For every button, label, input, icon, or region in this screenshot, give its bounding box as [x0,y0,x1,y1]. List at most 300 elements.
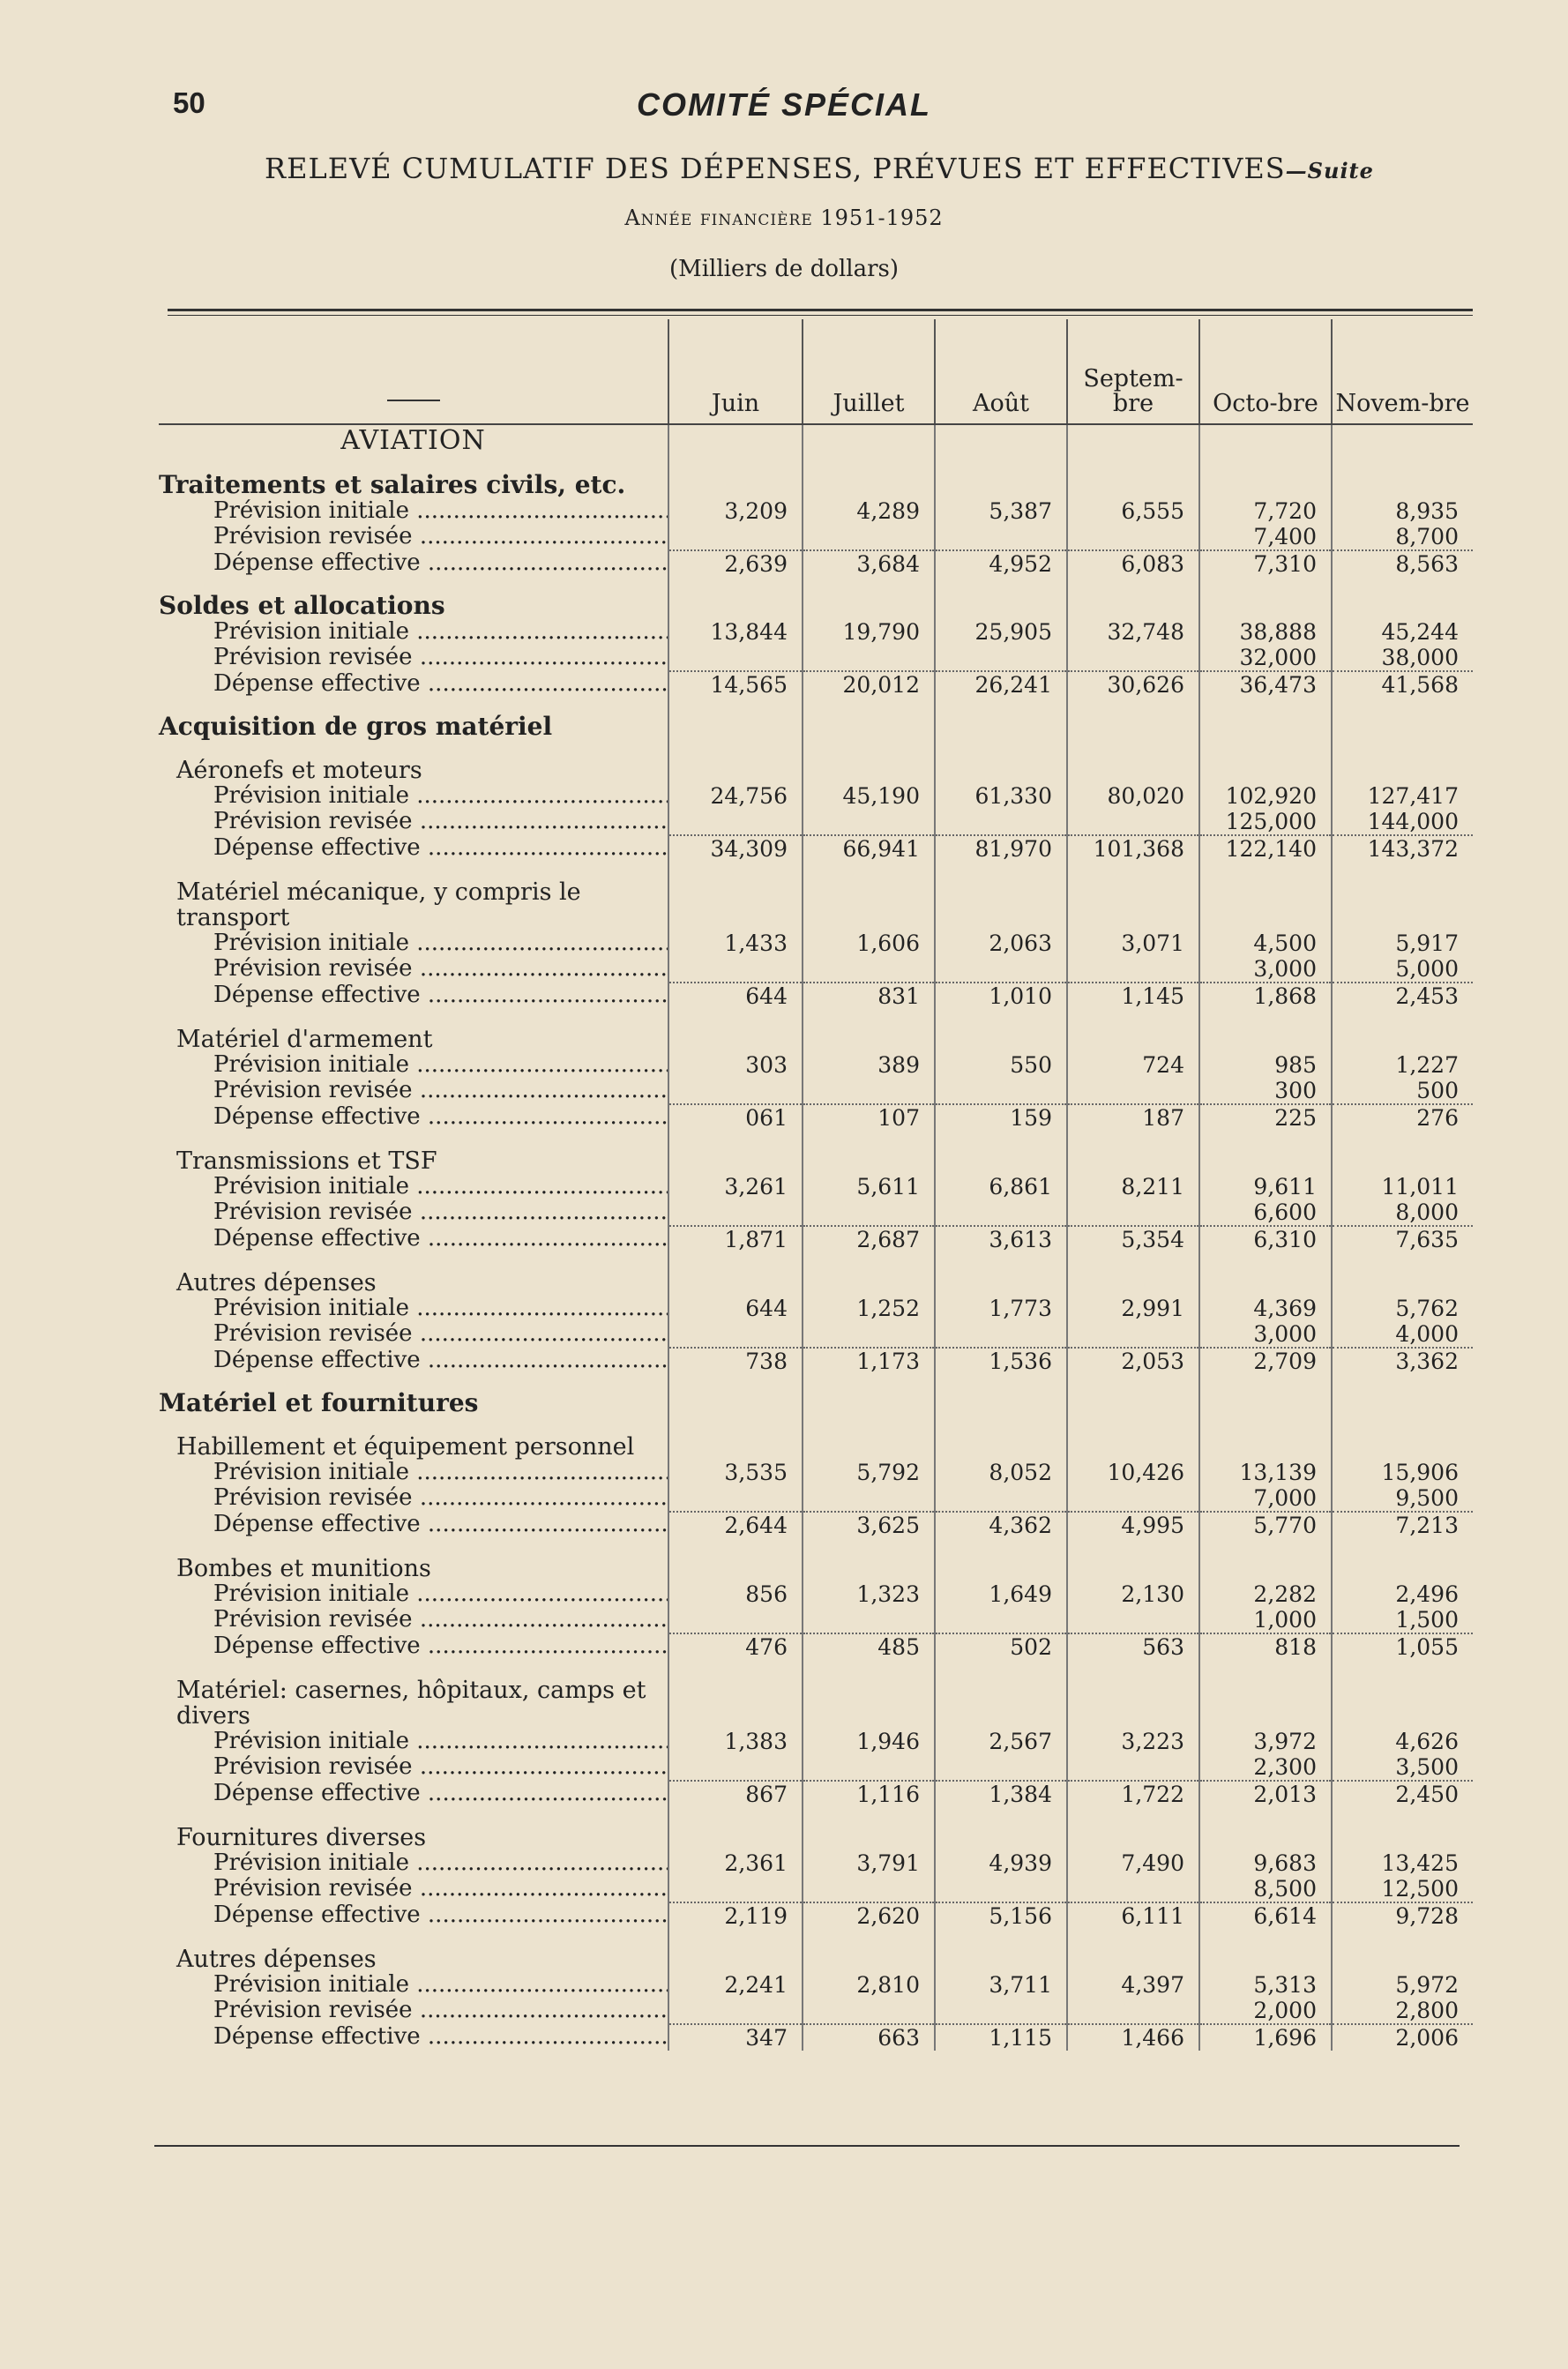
table-row [159,809,1473,835]
spacer-cell [668,456,803,498]
value-cell [935,1754,1067,1781]
table-row [159,1902,1473,1929]
value-cell [1067,1078,1199,1104]
value-cell: 36,473 [1199,671,1332,698]
spacer-cell [803,1252,935,1296]
spacer-cell [1199,1374,1332,1416]
subgroup-heading: Transmissions et TSF [176,1147,437,1175]
table-body [159,424,1473,2051]
table-row [159,1850,1473,1876]
spacer-cell [1067,740,1199,783]
value-cell [935,809,1067,835]
spacer-cell [1332,1416,1473,1460]
running-head: COMITÉ SPÉCIAL [636,86,932,123]
value-cell: 663 [803,2024,935,2051]
value-cell: 102,920 [1199,783,1332,809]
value-cell: 1,868 [1199,983,1332,1009]
value-cell: 1,115 [935,2024,1067,2051]
value-cell: 1,500 [1332,1607,1473,1633]
value-cell: 1,946 [803,1729,935,1754]
table-row [159,1485,1473,1512]
table-row [159,1174,1473,1199]
spacer-cell [1199,698,1332,740]
group-heading: Soldes et allocations [159,591,445,620]
table-title [265,152,1374,185]
table-row [159,1348,1473,1374]
subgroup-heading: Matériel: casernes, hôpitaux, camps et divers [176,1677,646,1730]
table-row [159,498,1473,524]
value-cell: 303 [668,1052,803,1078]
spacer-cell [1067,1929,1199,1972]
value-cell: 738 [668,1348,803,1374]
value-cell [803,1754,935,1781]
value-cell: 563 [1067,1633,1199,1660]
row-label: Prévision revisée ..... [159,645,668,671]
value-cell [935,1998,1067,2024]
spacer-cell [668,1252,803,1296]
value-cell: 9,728 [1332,1902,1473,1929]
spacer-cell [935,456,1067,498]
value-cell [803,809,935,835]
table-row [159,1512,1473,1538]
table-row [159,2024,1473,2051]
value-cell: 4,362 [935,1512,1067,1538]
value-cell: 6,310 [1199,1226,1332,1252]
value-cell: 2,496 [1332,1581,1473,1607]
value-cell: 5,762 [1332,1296,1473,1321]
spacer-cell [1199,456,1332,498]
page-number: 50 [173,86,205,119]
value-cell: 3,791 [803,1850,935,1876]
value-cell [1067,1199,1199,1226]
subgroup-heading-row [159,1252,1473,1296]
value-cell [935,1078,1067,1104]
value-cell: 7,720 [1199,498,1332,524]
value-cell: 389 [803,1052,935,1078]
spacer-cell [1067,1538,1199,1581]
value-cell [935,1485,1067,1512]
column-header: Août [935,319,1067,424]
stub-header [159,319,668,424]
value-cell [1067,1754,1199,1781]
spacer-cell [803,740,935,783]
value-cell: 7,000 [1199,1485,1332,1512]
value-cell [1067,645,1199,671]
spacer-cell [935,862,1067,930]
value-cell: 1,536 [935,1348,1067,1374]
value-cell: 3,684 [803,550,935,577]
spacer-cell [935,1660,1067,1729]
row-label: Dépense effective ..... [159,983,668,1009]
table-row [159,1998,1473,2024]
value-cell: 81,970 [935,835,1067,862]
table-row [159,1781,1473,1807]
spacer-cell [1067,1807,1199,1850]
value-cell: 3,223 [1067,1729,1199,1754]
value-cell: 20,012 [803,671,935,698]
value-cell: 4,995 [1067,1512,1199,1538]
value-cell: 644 [668,983,803,1009]
value-cell [935,524,1067,550]
spacer-cell [1332,1807,1473,1850]
top-rule-thin [168,315,1473,316]
table-row [159,1754,1473,1781]
value-cell [668,1199,803,1226]
value-cell: 1,227 [1332,1052,1473,1078]
row-label: Dépense effective ..... [159,2024,668,2051]
row-label: Prévision revisée ..... [159,809,668,835]
value-cell: 2,709 [1199,1348,1332,1374]
value-cell: 80,020 [1067,783,1199,809]
value-cell: 8,700 [1332,524,1473,550]
spacer-cell [668,424,803,456]
value-cell: 347 [668,2024,803,2051]
value-cell: 144,000 [1332,809,1473,835]
value-cell: 1,773 [935,1296,1067,1321]
value-cell: 3,071 [1067,930,1199,956]
spacer-cell [1067,1009,1199,1052]
value-cell: 2,450 [1332,1781,1473,1807]
spacer-cell [935,424,1067,456]
value-cell: 2,453 [1332,983,1473,1009]
value-cell [803,1199,935,1226]
table-row [159,1876,1473,1902]
subgroup-heading-row [159,1929,1473,1972]
table-row [159,1104,1473,1131]
spacer-cell [935,740,1067,783]
subgroup-heading: Matériel mécanique, y compris le transport [176,878,581,931]
value-cell: 66,941 [803,835,935,862]
value-cell: 2,644 [668,1512,803,1538]
row-label: Prévision revisée ..... [159,1754,668,1781]
value-cell: 500 [1332,1078,1473,1104]
spacer-cell [1199,1538,1332,1581]
value-cell: 2,013 [1199,1781,1332,1807]
spacer-cell [935,698,1067,740]
value-cell: 3,711 [935,1972,1067,1998]
table-row [159,671,1473,698]
value-cell: 2,567 [935,1729,1067,1754]
value-cell: 985 [1199,1052,1332,1078]
value-cell [668,1998,803,2024]
bottom-rule [154,2145,1460,2147]
section-row [159,424,1473,456]
value-cell: 14,565 [668,671,803,698]
spacer-cell [668,1929,803,1972]
value-cell: 2,119 [668,1902,803,1929]
value-cell: 38,888 [1199,619,1332,645]
value-cell: 4,289 [803,498,935,524]
row-label: Prévision initiale ..... [159,1460,668,1485]
value-cell: 25,905 [935,619,1067,645]
subgroup-heading-row [159,1660,1473,1729]
spacer-cell [1067,1252,1199,1296]
value-cell: 125,000 [1199,809,1332,835]
value-cell [1067,956,1199,983]
spacer-cell [803,862,935,930]
spacer-cell [1199,1131,1332,1174]
value-cell: 187 [1067,1104,1199,1131]
row-label: Prévision initiale ..... [159,1581,668,1607]
value-cell: 2,000 [1199,1998,1332,2024]
spacer-cell [668,1374,803,1416]
spacer-cell [1332,1374,1473,1416]
subgroup-heading: Autres dépenses [176,1269,377,1297]
spacer-cell [803,1009,935,1052]
column-header: Juillet [803,319,935,424]
value-cell [668,809,803,835]
value-cell: 11,011 [1332,1174,1473,1199]
value-cell: 856 [668,1581,803,1607]
value-cell: 3,209 [668,498,803,524]
value-cell [668,1607,803,1633]
value-cell: 818 [1199,1633,1332,1660]
value-cell: 2,361 [668,1850,803,1876]
table-row [159,1581,1473,1607]
value-cell: 13,139 [1199,1460,1332,1485]
row-label: Prévision revisée ..... [159,1607,668,1633]
value-cell [935,1321,1067,1348]
spacer-cell [1067,424,1199,456]
value-cell: 276 [1332,1104,1473,1131]
value-cell: 550 [935,1052,1067,1078]
value-cell: 1,000 [1199,1607,1332,1633]
value-cell: 3,000 [1199,1321,1332,1348]
spacer-cell [1332,1131,1473,1174]
value-cell: 9,611 [1199,1174,1332,1199]
row-label: Dépense effective ..... [159,1512,668,1538]
value-cell: 2,130 [1067,1581,1199,1607]
spacer-cell [935,1009,1067,1052]
column-header: Octo-bre [1199,319,1332,424]
spacer-cell [1199,1009,1332,1052]
value-cell [803,524,935,550]
spacer-cell [803,1929,935,1972]
value-cell [935,1607,1067,1633]
spacer-cell [668,740,803,783]
column-header: Septem-bre [1067,319,1199,424]
spacer-cell [935,1131,1067,1174]
subgroup-heading-row [159,1416,1473,1460]
spacer-cell [1332,577,1473,619]
value-cell [1067,524,1199,550]
spacer-cell [1332,1538,1473,1581]
header-row [159,319,1473,424]
row-label: Prévision revisée ..... [159,956,668,983]
value-cell: 2,991 [1067,1296,1199,1321]
value-cell: 19,790 [803,619,935,645]
value-cell [803,956,935,983]
row-label: Prévision initiale ..... [159,1052,668,1078]
spacer-cell [1332,1660,1473,1729]
subgroup-heading: Matériel d'armement [176,1026,433,1053]
spacer-cell [1199,1416,1332,1460]
row-label: Prévision revisée ..... [159,1199,668,1226]
value-cell: 2,687 [803,1226,935,1252]
value-cell: 1,466 [1067,2024,1199,2051]
value-cell: 300 [1199,1078,1332,1104]
value-cell: 7,635 [1332,1226,1473,1252]
value-cell: 724 [1067,1052,1199,1078]
value-cell: 10,426 [1067,1460,1199,1485]
value-cell: 32,000 [1199,645,1332,671]
table-row [159,983,1473,1009]
spacer-cell [1332,424,1473,456]
value-cell [1067,1998,1199,2024]
spacer-cell [935,577,1067,619]
spacer-cell [1332,862,1473,930]
value-cell: 3,500 [1332,1754,1473,1781]
table-row [159,550,1473,577]
value-cell: 2,300 [1199,1754,1332,1781]
spacer-cell [1199,577,1332,619]
table-row [159,930,1473,956]
value-cell [803,1078,935,1104]
value-cell: 61,330 [935,783,1067,809]
table-row [159,619,1473,645]
table-row [159,1633,1473,1660]
value-cell: 6,614 [1199,1902,1332,1929]
value-cell: 1,383 [668,1729,803,1754]
value-cell [1067,1607,1199,1633]
value-cell: 4,397 [1067,1972,1199,1998]
value-cell: 3,535 [668,1460,803,1485]
spacer-cell [803,1374,935,1416]
row-label: Prévision initiale ..... [159,1972,668,1998]
spacer-cell [1199,862,1332,930]
value-cell: 6,600 [1199,1199,1332,1226]
value-cell [668,1078,803,1104]
value-cell: 24,756 [668,783,803,809]
value-cell: 1,384 [935,1781,1067,1807]
value-cell: 1,116 [803,1781,935,1807]
spacer-cell [935,1929,1067,1972]
value-cell: 6,111 [1067,1902,1199,1929]
spacer-cell [1067,577,1199,619]
row-label: Dépense effective ..... [159,671,668,698]
value-cell: 3,000 [1199,956,1332,983]
value-cell: 1,173 [803,1348,935,1374]
row-label: Dépense effective ..... [159,1781,668,1807]
row-label: Prévision revisée ..... [159,524,668,550]
value-cell: 831 [803,983,935,1009]
spacer-cell [803,1416,935,1460]
value-cell: 15,906 [1332,1460,1473,1485]
row-label: Dépense effective ..... [159,1902,668,1929]
spacer-cell [668,1131,803,1174]
value-cell [1067,1321,1199,1348]
spacer-cell [1067,456,1199,498]
group-heading: Traitements et salaires civils, etc. [159,470,626,499]
value-cell [668,1485,803,1512]
stub-header-dash [387,400,440,401]
table-row [159,1321,1473,1348]
spacer-cell [1332,1009,1473,1052]
row-label: Prévision initiale ..... [159,1850,668,1876]
table-title-suffix: —Suite [1285,158,1374,183]
value-cell: 7,310 [1199,550,1332,577]
spacer-cell [668,862,803,930]
value-cell [935,1199,1067,1226]
value-cell: 2,800 [1332,1998,1473,2024]
value-cell: 41,568 [1332,671,1473,698]
table-row [159,956,1473,983]
subgroup-heading: Autres dépenses [176,1946,377,1973]
value-cell: 34,309 [668,835,803,862]
value-cell: 7,213 [1332,1512,1473,1538]
value-cell: 1,145 [1067,983,1199,1009]
value-cell: 127,417 [1332,783,1473,809]
value-cell [668,1754,803,1781]
spacer-cell [668,698,803,740]
value-cell [1067,1876,1199,1902]
spacer-cell [668,1538,803,1581]
spacer-cell [1199,424,1332,456]
spacer-cell [935,1538,1067,1581]
value-cell [803,1998,935,2024]
table-row [159,1296,1473,1321]
value-cell: 8,000 [1332,1199,1473,1226]
value-cell: 2,006 [1332,2024,1473,2051]
value-cell: 122,140 [1199,835,1332,862]
value-cell: 476 [668,1633,803,1660]
value-cell: 1,433 [668,930,803,956]
row-label: Dépense effective ..... [159,1226,668,1252]
group-heading-row [159,577,1473,619]
row-label: Prévision initiale ..... [159,930,668,956]
value-cell: 9,683 [1199,1850,1332,1876]
spacer-cell [1332,1929,1473,1972]
row-label: Dépense effective ..... [159,1633,668,1660]
value-cell: 4,952 [935,550,1067,577]
spacer-cell [1067,698,1199,740]
value-cell: 26,241 [935,671,1067,698]
value-cell: 32,748 [1067,619,1199,645]
group-heading: Acquisition de gros matériel [159,712,553,741]
spacer-cell [668,1416,803,1460]
expenditure-table [159,319,1473,2051]
value-cell: 1,722 [1067,1781,1199,1807]
value-cell: 3,261 [668,1174,803,1199]
value-cell [1067,809,1199,835]
spacer-cell [668,577,803,619]
spacer-cell [935,1807,1067,1850]
value-cell: 5,770 [1199,1512,1332,1538]
group-heading: Matériel et fournitures [159,1388,479,1417]
value-cell: 1,649 [935,1581,1067,1607]
value-cell [803,1876,935,1902]
subgroup-heading-row [159,1009,1473,1052]
value-cell: 7,400 [1199,524,1332,550]
subgroup-heading: Habillement et équipement personnel [176,1433,635,1461]
value-cell: 225 [1199,1104,1332,1131]
value-cell: 2,282 [1199,1581,1332,1607]
value-cell: 8,935 [1332,498,1473,524]
value-cell: 159 [935,1104,1067,1131]
value-cell [668,1876,803,1902]
spacer-cell [803,698,935,740]
table-row [159,835,1473,862]
table-row [159,1972,1473,1998]
spacer-cell [803,577,935,619]
row-label: Prévision initiale ..... [159,619,668,645]
value-cell: 5,972 [1332,1972,1473,1998]
row-label: Dépense effective ..... [159,1348,668,1374]
value-cell: 6,083 [1067,550,1199,577]
row-label: Prévision initiale ..... [159,1296,668,1321]
value-cell: 30,626 [1067,671,1199,698]
spacer-cell [1199,1660,1332,1729]
